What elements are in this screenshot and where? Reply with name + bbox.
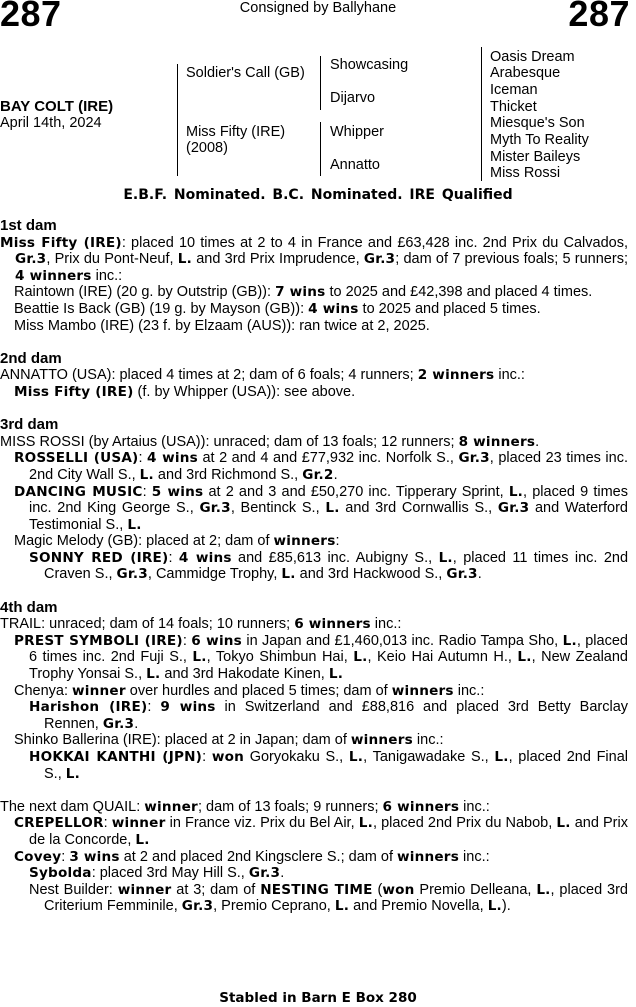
pedigree-entry: The next dam QUAIL: winner; dam of 13 foals; 9 runners; 6 winners inc.: (0, 798, 490, 815)
pedigree-entry: MISS ROSSI (by Artaius (USA)): unraced; dam of 13 foals; 12 runners; 8 winners. (0, 433, 540, 450)
consignor: Consigned by Ballyhane (239, 0, 397, 16)
horse-info (0, 98, 113, 132)
pedigree-great-grandparent: Iceman (490, 82, 538, 98)
stabling-info: Stabled in Barn E Box 280 (219, 990, 417, 1006)
section-title: 4th dam (0, 598, 58, 616)
pedigree-entry: ROSSELLI (USA): 4 wins at 2 and 4 and £77,932 inc. Norfolk S., Gr.3, placed 23 times inc. 2nd City Wall S., L. and 3rd Richmond S., Gr.2. (14, 450, 628, 483)
dam-section (0, 218, 628, 334)
pedigree-entry: Covey: 3 wins at 2 and placed 2nd Kingsclere S.; dam of winners inc.: (14, 848, 490, 865)
pedigree-entry: Harishon (IRE): 9 wins in Switzerland and £88,816 and placed 3rd Betty Barclay Rennen, Gr.3. (29, 699, 629, 732)
pedigree-great-grandparent: Arabesque (490, 65, 561, 81)
pedigree-entry: SONNY RED (IRE): 4 wins and £85,613 inc. Aubigny S., L., placed 11 times inc. 2nd Craven S., Gr.3, Cammidge Trophy, L. and 3rd Hackwood S., Gr.3. (29, 549, 629, 583)
pedigree-entry: Raintown (IRE) (20 g. by Outstrip (GB)): 7 wins to 2025 and £42,398 and placed 4 times. (14, 284, 593, 301)
pedigree-entry: Shinko Ballerina (IRE): placed at 2 in Japan; dam of winners inc.: (14, 732, 444, 749)
dam-section (0, 351, 628, 401)
pedigree-entry: Miss Fifty (IRE): placed 10 times at 2 to 4 in France and £63,428 inc. 2nd Prix du Calvados, Gr.3, Prix du Pont-Neuf, L. and 3rd Prix Imprudence, Gr.3; dam of 7 previous foals; 5 runners; 4 winners inc.: (0, 234, 628, 284)
pedigree-great-grandparent: Miesque's Son (490, 115, 585, 131)
pedigree-entry: Nest Builder: winner at 3; dam of NESTING TIME (won Premio Delleana, L., placed 3rd Criterium Femminile, Gr.3, Premio Ceprano, L. and Premio Novella, L.). (29, 881, 628, 915)
pedigree-great-grandparent: Myth To Reality (490, 132, 589, 148)
pedigree-great-grandparent: Miss Rossi (490, 165, 561, 181)
pedigree-entry: Miss Mambo (IRE) (23 f. by Elzaam (AUS)): ran twice at 2, 2025. (14, 317, 430, 334)
catalogue-body (0, 218, 628, 932)
section-title: 3rd dam (0, 416, 59, 434)
section-title: 1st dam (0, 217, 57, 234)
dam-section (0, 417, 628, 583)
pedigree-entry: HOKKAI KANTHI (JPN): won Goryokaku S., L., Tanigawadake S., L., placed 2nd Final S., L. (29, 749, 628, 782)
pedigree-bracket-3 (481, 47, 482, 181)
pedigree-bracket-dam (320, 122, 321, 176)
nominations: E.B.F. Nominated. B.C. Nominated. IRE Qualified (123, 187, 513, 203)
pedigree-entry: DANCING MUSIC: 5 wins at 2 and 3 and £50,270 inc. Tipperary Sprint, L., placed 9 times inc. 2nd King George S., Gr.3, Bentinck S., L. and 3rd Cornwallis S., Gr.3 and Waterford Testimonial S., L. (14, 483, 628, 533)
pedigree-entry: Beattie Is Back (GB) (19 g. by Mayson (GB)): 4 wins to 2025 and placed 5 times. (14, 300, 541, 317)
pedigree-grandparent: Showcasing (330, 57, 409, 73)
pedigree-grandparent: Annatto (330, 157, 380, 173)
lot-number: 287 (0, 0, 62, 34)
pedigree-bracket-sire (320, 56, 321, 110)
pedigree-entry: PREST SYMBOLI (IRE): 6 wins in Japan and £1,460,013 inc. Radio Tampa Sho, L., placed 6 times inc. 2nd Fuji S., L., Tokyo Shimbun Hai, L., Keio Hai Autumn H., L., New Zealand Trophy Yonsai S., L. and 3rd Hakodate Kinen, L. (14, 632, 628, 683)
horse-dob: April 14th, 2024 (0, 115, 102, 131)
lot-number-right: 287 (568, 0, 630, 34)
pedigree-entry: Miss Fifty (IRE) (f. by Whipper (USA)): see above. (14, 383, 356, 400)
pedigree-bracket-1 (177, 64, 178, 176)
horse-name: BAY COLT (IRE) (0, 98, 114, 115)
pedigree-great-grandparent: Oasis Dream (490, 49, 575, 65)
pedigree-great-grandparent: Mister Baileys (490, 149, 581, 165)
pedigree-entry: Chenya: winner over hurdles and placed 5 times; dam of winners inc.: (14, 682, 485, 699)
pedigree-entry: CREPELLOR: winner in France viz. Prix du Bel Air, L., placed 2nd Prix du Nabob, L. and Prix de la Concorde, L. (14, 815, 628, 848)
pedigree-entry: TRAIL: unraced; dam of 14 foals; 10 runners; 6 winners inc.: (0, 616, 402, 633)
pedigree-grandparent: Whipper (330, 124, 384, 140)
pedigree-grandparent: Dijarvo (330, 90, 376, 106)
section-title: 2nd dam (0, 349, 62, 367)
pedigree-entry: Magic Melody (GB): placed at 2; dam of winners: (14, 533, 340, 550)
pedigree-dam: Miss Fifty (IRE) (2008) (186, 124, 286, 156)
dam-section (0, 600, 628, 783)
pedigree-entry: Sybolda: placed 3rd May Hill S., Gr.3. (29, 865, 285, 882)
pedigree-sire: Soldier's Call (GB) (186, 65, 305, 81)
pedigree-entry: ANNATTO (USA): placed 4 times at 2; dam of 6 foals; 4 runners; 2 winners inc.: (0, 367, 525, 384)
dam-section (0, 799, 628, 915)
pedigree-great-grandparent: Thicket (490, 99, 537, 115)
